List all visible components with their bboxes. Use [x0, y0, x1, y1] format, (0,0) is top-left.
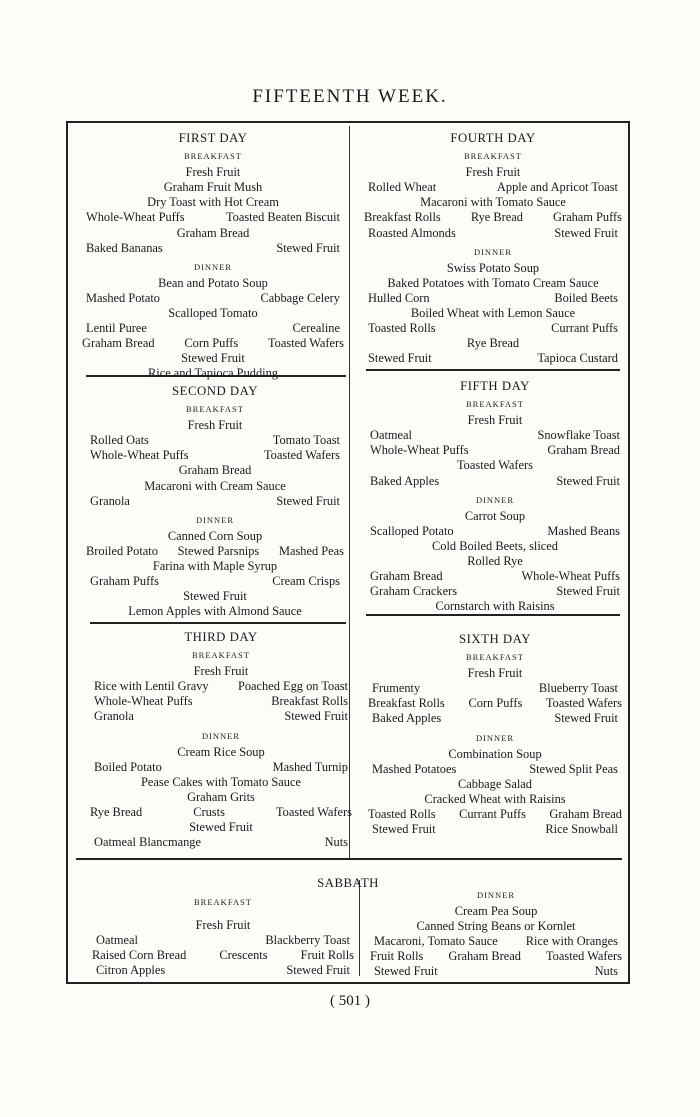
- menu-row: [362, 165, 624, 180]
- menu-item: Stewed Fruit: [181, 351, 245, 366]
- menu-item: Canned Corn Soup: [167, 528, 263, 543]
- divider-left-2: [90, 622, 346, 624]
- menu-item: Graham Bread: [547, 443, 620, 458]
- menu-row: [80, 195, 346, 210]
- menu-item: Citron Apples: [96, 963, 166, 978]
- menu-item: Rye Bread: [466, 336, 520, 351]
- menu-item: Blueberry Toast: [538, 681, 618, 696]
- menu-row: [364, 554, 626, 569]
- menu-item: Rice with Oranges: [525, 934, 618, 949]
- menu-item: Toasted Wafers: [263, 448, 340, 463]
- menu-item: Stewed Fruit: [368, 351, 432, 366]
- menu-item: Graham Puffs: [553, 210, 622, 225]
- menu-item: Graham Grits: [187, 789, 255, 804]
- menu-row: [84, 479, 346, 494]
- menu-item: Swiss Potato Soup: [446, 260, 540, 275]
- menu-row: [88, 775, 354, 790]
- menu-row: [84, 494, 346, 509]
- dinner-label: DINNER: [475, 732, 515, 743]
- menu-row: [362, 195, 624, 210]
- menu-item: Breakfast Rolls: [271, 694, 348, 709]
- menu-item: Stewed Fruit: [556, 584, 620, 599]
- menu-row: [80, 306, 346, 321]
- menu-item: Baked Bananas: [86, 240, 163, 255]
- menu-item: Fresh Fruit: [193, 664, 249, 679]
- menu-item: Rice and Tapioca Pudding: [147, 366, 278, 381]
- menu-item: Rolled Oats: [90, 433, 149, 448]
- menu-row: [368, 904, 624, 919]
- menu-row: [80, 321, 346, 336]
- menu-item: Broiled Potato: [86, 543, 158, 558]
- menu-row: [366, 807, 624, 822]
- menu-item: Rolled Rye: [467, 554, 523, 569]
- menu-item: Whole-Wheat Puffs: [94, 694, 193, 709]
- menu-row: [364, 458, 626, 473]
- menu-item: Boiled Potato: [94, 759, 162, 774]
- menu-item: Fresh Fruit: [187, 418, 243, 433]
- menu-row: [88, 820, 354, 835]
- day-fourth: [362, 131, 624, 366]
- page-number: ( 501 ): [330, 993, 370, 1009]
- menu-item: Toasted Rolls: [368, 321, 436, 336]
- menu-item: Toasted Beaten Biscuit: [225, 210, 340, 225]
- menu-row: [88, 835, 354, 850]
- menu-row: [366, 711, 624, 726]
- menu-item: Macaroni with Cream Sauce: [144, 478, 286, 493]
- dinner-label: DINNER: [193, 261, 233, 272]
- menu-item: Breakfast Rolls: [364, 210, 441, 225]
- menu-item: Stewed Fruit: [554, 711, 618, 726]
- menu-item: Nuts: [324, 835, 348, 850]
- menu-item: Stewed Split Peas: [529, 761, 618, 776]
- menu-row: [80, 276, 346, 291]
- menu-item: Graham Bread: [82, 336, 155, 351]
- menu-row: [366, 762, 624, 777]
- menu-item: Cabbage Celery: [260, 290, 340, 305]
- menu-item: Farina with Maple Syrup: [152, 559, 278, 574]
- menu-item: Toasted Wafers: [545, 949, 622, 964]
- menu-row: [80, 165, 346, 180]
- menu-item: Cream Crisps: [272, 574, 340, 589]
- day-third: [88, 630, 354, 850]
- menu-item: Stewed Fruit: [189, 820, 253, 835]
- menu-item: Graham Puffs: [90, 574, 159, 589]
- menu-item: Whole-Wheat Puffs: [86, 210, 185, 225]
- menu-item: Stewed Fruit: [183, 589, 247, 604]
- menu-item: Stewed Fruit: [556, 473, 620, 488]
- menu-row: [84, 589, 346, 604]
- menu-item: Blackberry Toast: [265, 933, 350, 948]
- menu-item: Graham Bread: [176, 225, 250, 240]
- menu-item: Frumenty: [372, 681, 421, 696]
- menu-item: Macaroni with Tomato Sauce: [420, 195, 566, 210]
- day-heading: FIRST DAY: [178, 131, 248, 145]
- menu-item: Fresh Fruit: [467, 413, 523, 428]
- menu-item: Cerealine: [292, 321, 340, 336]
- menu-row: [80, 241, 346, 256]
- menu-row: [362, 321, 624, 336]
- menu-row: [362, 180, 624, 195]
- menu-item: Canned String Beans or Kornlet: [416, 919, 576, 934]
- menu-item: Dry Toast with Hot Cream: [147, 195, 279, 210]
- menu-row: [362, 351, 624, 366]
- menu-item: Poached Egg on Toast: [237, 679, 348, 694]
- day-heading: THIRD DAY: [184, 630, 258, 644]
- menu-item: Graham Bread: [370, 569, 443, 584]
- menu-row: [366, 696, 624, 711]
- menu-row: [362, 336, 624, 351]
- page-title: FIFTEENTH WEEK.: [252, 86, 448, 107]
- menu-row: [84, 559, 346, 574]
- menu-item: Nuts: [594, 964, 618, 979]
- breakfast-label: BREAKFAST: [466, 399, 524, 410]
- divider-right-1: [366, 369, 620, 371]
- menu-row: [88, 790, 354, 805]
- menu-item: Breakfast Rolls: [368, 696, 445, 711]
- menu-item: Baked Potatoes with Tomato Cream Sauce: [387, 275, 599, 290]
- menu-item: Fruit Rolls: [370, 949, 424, 964]
- menu-item: Oatmeal Blancmange: [94, 835, 201, 850]
- menu-row: [90, 933, 356, 948]
- menu-item: Snowflake Toast: [537, 428, 620, 443]
- menu-item: Apple and Apricot Toast: [496, 180, 618, 195]
- menu-row: [368, 949, 624, 964]
- menu-item: Graham Bread: [178, 463, 252, 478]
- menu-item: Currant Puffs: [459, 807, 526, 822]
- menu-item: Tapioca Custard: [537, 351, 618, 366]
- menu-item: Corn Puffs: [184, 336, 239, 351]
- menu-item: Mashed Potato: [86, 290, 160, 305]
- menu-row: [366, 666, 624, 681]
- menu-item: Hulled Corn: [368, 290, 430, 305]
- menu-row: [88, 694, 354, 709]
- menu-row: [368, 934, 624, 949]
- menu-item: Scalloped Potato: [370, 523, 454, 538]
- menu-row: [364, 524, 626, 539]
- menu-row: [80, 226, 346, 241]
- menu-item: Stewed Parsnips: [177, 543, 260, 558]
- menu-item: Oatmeal: [370, 428, 412, 443]
- sabbath-heading: SABBATH: [317, 876, 379, 890]
- menu-item: Stewed Fruit: [276, 493, 340, 508]
- menu-item: Rice Snowball: [545, 822, 618, 837]
- menu-row: [88, 664, 354, 679]
- menu-item: Cream Rice Soup: [177, 744, 265, 759]
- menu-row: [368, 919, 624, 934]
- menu-row: [90, 963, 356, 978]
- menu-item: Cabbage Salad: [458, 776, 532, 791]
- menu-item: Toasted Rolls: [368, 807, 436, 822]
- menu-item: Cold Boiled Beets, sliced: [432, 538, 558, 553]
- menu-row: [84, 463, 346, 478]
- menu-item: Baked Apples: [372, 711, 442, 726]
- menu-item: Tomato Toast: [272, 433, 340, 448]
- menu-item: Crusts: [193, 805, 225, 820]
- menu-row: [84, 418, 346, 433]
- menu-row: [366, 777, 624, 792]
- menu-item: Stewed Fruit: [374, 964, 438, 979]
- menu-row: [80, 366, 346, 381]
- dinner-label: DINNER: [475, 494, 515, 505]
- menu-row: [88, 760, 354, 775]
- menu-row: [366, 681, 624, 696]
- menu-item: Whole-Wheat Puffs: [370, 443, 469, 458]
- menu-item: Oatmeal: [96, 933, 138, 948]
- menu-item: Toasted Wafers: [456, 458, 533, 473]
- menu-row: [364, 599, 626, 614]
- menu-item: Mashed Beans: [547, 523, 620, 538]
- menu-item: Stewed Fruit: [372, 822, 436, 837]
- menu-item: Boiled Wheat with Lemon Sauce: [410, 306, 576, 321]
- divider-sabbath: [76, 858, 622, 860]
- menu-row: [88, 805, 354, 820]
- menu-item: Granola: [94, 709, 134, 724]
- menu-item: Mashed Peas: [278, 543, 344, 558]
- menu-item: Rye Bread: [470, 210, 523, 225]
- menu-row: [84, 529, 346, 544]
- menu-row: [88, 745, 354, 760]
- day-second: [84, 384, 346, 619]
- breakfast-label: BREAKFAST: [192, 650, 250, 661]
- dinner-label: DINNER: [473, 246, 513, 257]
- menu-item: Fresh Fruit: [465, 165, 521, 180]
- menu-item: Boiled Beets: [554, 290, 618, 305]
- menu-row: [362, 261, 624, 276]
- menu-item: Scalloped Tomato: [168, 306, 258, 321]
- menu-row: [362, 276, 624, 291]
- sabbath-column-divider: [359, 880, 360, 976]
- menu-row: [364, 443, 626, 458]
- menu-row: [362, 291, 624, 306]
- dinner-label: DINNER: [476, 890, 516, 900]
- menu-row: [88, 679, 354, 694]
- menu-row: [362, 306, 624, 321]
- menu-item: Toasted Wafers: [267, 336, 344, 351]
- menu-item: Rye Bread: [90, 805, 143, 820]
- menu-item: Fruit Rolls: [300, 948, 354, 963]
- day-heading: FIFTH DAY: [460, 379, 530, 393]
- menu-row: [90, 918, 356, 933]
- menu-item: Stewed Fruit: [286, 963, 350, 978]
- menu-item: Rice with Lentil Gravy: [94, 679, 209, 694]
- menu-row: [362, 226, 624, 241]
- menu-item: Lemon Apples with Almond Sauce: [128, 604, 302, 619]
- menu-row: [84, 433, 346, 448]
- menu-row: [364, 584, 626, 599]
- menu-row: [364, 509, 626, 524]
- menu-item: Stewed Fruit: [276, 240, 340, 255]
- menu-row: [90, 948, 356, 963]
- menu-item: Graham Crackers: [370, 584, 458, 599]
- menu-item: Stewed Fruit: [554, 225, 618, 240]
- menu-item: Carrot Soup: [464, 508, 526, 523]
- breakfast-label: BREAKFAST: [184, 151, 242, 162]
- menu-item: Lentil Puree: [86, 321, 147, 336]
- menu-item: Mashed Turnip: [272, 759, 348, 774]
- menu-row: [84, 574, 346, 589]
- menu-item: Granola: [90, 493, 130, 508]
- menu-item: Bean and Potato Soup: [158, 275, 268, 290]
- menu-row: [364, 413, 626, 428]
- menu-item: Corn Puffs: [468, 696, 523, 711]
- menu-item: Pease Cakes with Tomato Sauce: [141, 774, 301, 789]
- menu-item: Macaroni, Tomato Sauce: [374, 934, 498, 949]
- menu-row: [364, 539, 626, 554]
- menu-row: [84, 448, 346, 463]
- day-sixth: [366, 632, 624, 837]
- menu-row: [366, 822, 624, 837]
- breakfast-label: BREAKFAST: [194, 897, 252, 907]
- menu-item: Fresh Fruit: [195, 918, 251, 933]
- menu-row: [84, 544, 346, 559]
- menu-item: Roasted Almonds: [368, 225, 456, 240]
- menu-item: Graham Fruit Mush: [163, 180, 263, 195]
- menu-item: Whole-Wheat Puffs: [521, 569, 620, 584]
- menu-item: Toasted Wafers: [275, 805, 352, 820]
- menu-item: Rolled Wheat: [368, 180, 437, 195]
- menu-item: Cornstarch with Raisins: [435, 599, 555, 614]
- menu-item: Fresh Fruit: [467, 666, 523, 681]
- day-first: [80, 131, 346, 382]
- menu-item: Cream Pea Soup: [454, 904, 538, 919]
- menu-row: [364, 569, 626, 584]
- menu-item: Whole-Wheat Puffs: [90, 448, 189, 463]
- menu-item: Graham Bread: [448, 949, 521, 964]
- menu-row: [362, 210, 624, 225]
- menu-row: [364, 474, 626, 489]
- sabbath-dinner: [368, 886, 624, 980]
- menu-item: Combination Soup: [448, 746, 542, 761]
- menu-item: Currant Puffs: [551, 321, 618, 336]
- menu-row: [84, 604, 346, 619]
- breakfast-label: BREAKFAST: [186, 404, 244, 415]
- menu-item: Cracked Wheat with Raisins: [424, 791, 566, 806]
- menu-item: Graham Bread: [549, 807, 622, 822]
- menu-item: Crescents: [219, 948, 268, 963]
- menu-row: [368, 964, 624, 979]
- dinner-label: DINNER: [195, 514, 235, 525]
- menu-row: [80, 351, 346, 366]
- day-fifth: [364, 379, 626, 614]
- menu-row: [80, 336, 346, 351]
- menu-row: [364, 428, 626, 443]
- menu-row: [80, 210, 346, 225]
- menu-row: [88, 709, 354, 724]
- menu-row: [366, 747, 624, 762]
- menu-item: Stewed Fruit: [284, 709, 348, 724]
- menu-row: [80, 291, 346, 306]
- menu-row: [80, 180, 346, 195]
- menu-item: Mashed Potatoes: [372, 761, 457, 776]
- menu-item: Baked Apples: [370, 473, 440, 488]
- menu-item: Toasted Wafers: [545, 696, 622, 711]
- breakfast-label: BREAKFAST: [466, 652, 524, 663]
- day-heading: SIXTH DAY: [459, 632, 531, 646]
- sabbath-breakfast: [90, 893, 356, 978]
- menu-row: [366, 792, 624, 807]
- dinner-label: DINNER: [201, 730, 241, 741]
- breakfast-label: BREAKFAST: [464, 151, 522, 162]
- day-heading: FOURTH DAY: [450, 131, 536, 145]
- day-heading: SECOND DAY: [172, 384, 258, 398]
- menu-item: Raised Corn Bread: [92, 948, 187, 963]
- menu-item: Fresh Fruit: [185, 165, 241, 180]
